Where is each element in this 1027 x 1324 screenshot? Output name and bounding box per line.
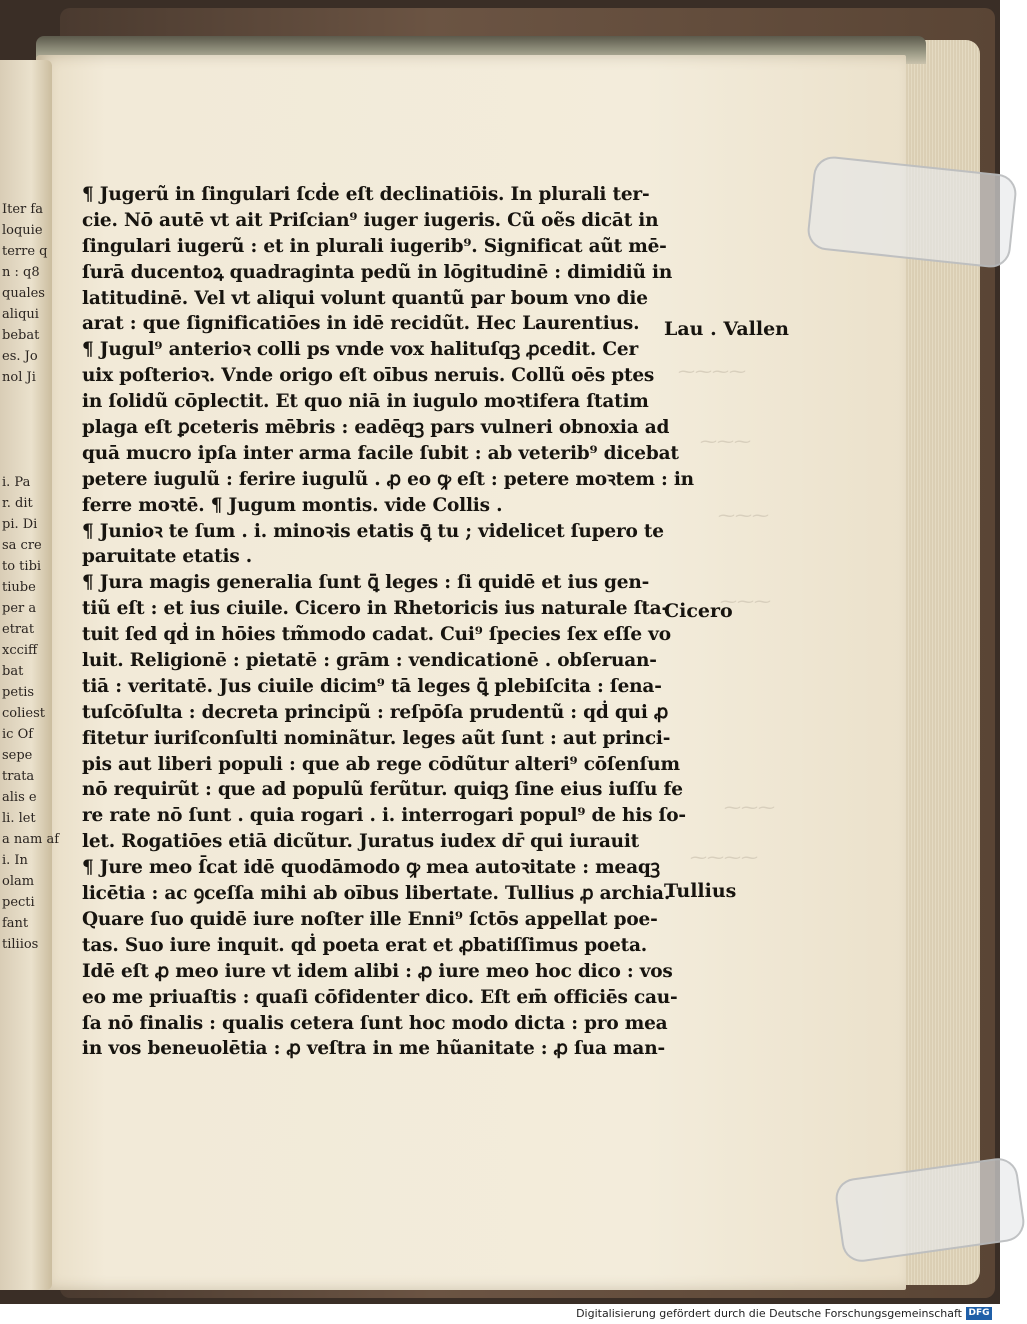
text-line: quā mucro ipſa inter arma facile ſubit : ab veterib⁹ dicebat bbox=[82, 442, 679, 464]
text-line: tuſcōſulta : decreta principũ : reſpōſa prudentũ : qḋ qui ꝓ bbox=[82, 701, 669, 723]
show-through-mark: ⁓⁓⁓ bbox=[724, 798, 775, 818]
left-page-text-fragment: fant bbox=[2, 916, 29, 931]
left-page-text-fragment: i. Pa bbox=[2, 475, 31, 490]
text-line: ¶ Jugul⁹ anterioꝛ colli ps vnde vox halituſqꝫ ꝓcedit. Cer bbox=[82, 339, 639, 361]
left-page-text-fragment: aliqui bbox=[2, 307, 39, 322]
left-page-text-fragment: bat bbox=[2, 664, 24, 679]
text-line: ¶ Jure meo ſ̄cat idē quodāmodo ꝙ mea autoꝛitate : meaqꝫ bbox=[82, 857, 660, 879]
text-line: luit. Religionē : pietatē : grām : vendicationē . obſeruan- bbox=[82, 650, 657, 672]
left-page-text-fragment: r. dit bbox=[2, 496, 33, 511]
footer-bar bbox=[0, 1304, 1000, 1324]
left-page-text-fragment: etrat bbox=[2, 622, 35, 637]
show-through-mark: ⁓⁓⁓⁓ bbox=[678, 362, 746, 382]
show-through-mark: ⁓⁓⁓ bbox=[718, 506, 769, 526]
text-line: ¶ Jugerũ in ſingulari ſcḋe eſt declinatiōis. In plurali ter- bbox=[82, 184, 650, 205]
left-page-text-fragment: quales bbox=[2, 286, 45, 301]
left-page-text-fragment: bebat bbox=[2, 328, 40, 343]
margin-note-cicero: Cicero bbox=[664, 600, 733, 622]
text-line: licētia : ac ꝯceſſa mihi ab oībus libertate. Tullius ꝓ archia. bbox=[82, 883, 671, 905]
text-line: ferre moꝛtē. ¶ Jugum montis. vide Collis . bbox=[82, 494, 503, 516]
show-through-mark: ⁓⁓⁓ bbox=[700, 432, 751, 452]
text-line: Quare ſuo quidē iure noſter ille Enni⁹ ſctōs appellat poe- bbox=[82, 908, 658, 930]
left-page-text-fragment: to tibi bbox=[2, 559, 42, 574]
text-line: fitetur iuriſconſulti nominãtur. leges aũt ſunt : aut princi- bbox=[82, 727, 671, 749]
margin-note-tullius: Tullius bbox=[664, 880, 737, 902]
left-page-text-fragment: per a bbox=[2, 601, 37, 616]
text-line: in vos beneuolētia : ꝓ veſtra in me hũanitate : ꝓ ſua man- bbox=[82, 1038, 665, 1060]
left-page-text-fragment: tiliios bbox=[2, 937, 39, 952]
footer-credit: Digitalisierung gefördert durch die Deutsche Forschungsgemeinschaft bbox=[576, 1307, 962, 1320]
left-page-text-fragment: terre q bbox=[2, 244, 48, 259]
text-line: paruitate etatis . bbox=[82, 546, 253, 568]
left-page-text-fragment: tiube bbox=[2, 580, 36, 595]
left-page-text-fragment: pi. Di bbox=[2, 517, 38, 532]
text-line: nō requirũt : que ad populũ ferũtur. quiqꝫ ſine eius iuſſu fe bbox=[82, 779, 683, 801]
text-line: ¶ Jura magis generalia ſunt ꝗ̄ leges : ſi quidē et ius gen- bbox=[82, 572, 650, 594]
text-line: uix poſterioꝛ. Vnde origo eſt oībus neruis. Collũ oēs ptes bbox=[82, 365, 655, 387]
left-page-text-fragment: sepe bbox=[2, 748, 33, 763]
text-line: re rate nō ſunt . quia rogari . i. interrogari popul⁹ de his ſo- bbox=[82, 805, 686, 827]
text-line: cie. Nō autē vt ait Priſcian⁹ iuger iugeris. Cũ oẽs dicāt in bbox=[82, 209, 659, 231]
text-line: tuit ſed qḋ in hōies tm̃modo cadat. Cui⁹ ſpecies ſex eſſe vo bbox=[82, 624, 671, 646]
left-page-text-fragment: n : q8 bbox=[2, 265, 40, 280]
left-page-text-fragment: nol Ji bbox=[2, 370, 36, 385]
text-line: eo me priuaſtis : quaſi cōfidenter dico. Eſt em̄ officiēs cau- bbox=[82, 986, 678, 1008]
dfg-logo: DFG bbox=[966, 1307, 992, 1320]
left-page-text-fragment: pecti bbox=[2, 895, 35, 910]
text-line: in ſolidũ cōplectit. Et quo niā in iugulo moꝛtifera ſtatim bbox=[82, 391, 649, 413]
text-line: latitudinē. Vel vt aliqui volunt quantũ par boum vno die bbox=[82, 287, 648, 309]
left-page-text-fragment: olam bbox=[2, 874, 35, 889]
text-line: petere iugulũ : ferire iugulũ . ꝓ eo ꝙ eſt : petere moꝛtem : in bbox=[82, 468, 694, 490]
text-line: tiũ eſt : et ius ciuile. Cicero in Rhetoricis ius naturale ſta- bbox=[82, 598, 669, 620]
left-page-text-fragment: li. let bbox=[2, 811, 36, 826]
left-page-text-fragment: sa cre bbox=[2, 538, 42, 553]
margin-note-lau-vallen: Lau . Vallen bbox=[664, 318, 789, 340]
left-page-text-fragment: alis e bbox=[2, 790, 37, 805]
text-line: ſa nō finalis : qualis cetera ſunt hoc modo dicta : pro mea bbox=[82, 1012, 668, 1034]
left-page-text-fragment: petis bbox=[2, 685, 35, 700]
text-line: let. Rogatiōes etiā dicũtur. Juratus iudex dr̄ qui iurauit bbox=[82, 831, 640, 853]
left-page-text-fragment: Iter fa bbox=[2, 202, 43, 217]
text-line: Idē eſt ꝓ meo iure vt idem alibi : ꝓ iure meo hoc dico : vos bbox=[82, 960, 673, 982]
text-line: ſurā ducentoꝝ quadraginta pedũ in lōgitudinē : dimidiũ in bbox=[82, 261, 673, 283]
text-line: plaga eſt ꝑceteris mēbris : eadēqꝫ pars vulneri obnoxia ad bbox=[82, 417, 670, 439]
main-text-column bbox=[82, 182, 694, 1062]
left-page-text-fragment: coliest bbox=[2, 706, 46, 721]
left-page-text-fragment: loquie bbox=[2, 223, 43, 238]
text-line: ſingulari iugerũ : et in plurali iugerib⁹. Significat aũt mē- bbox=[82, 235, 667, 257]
left-page-text-fragment: a nam af bbox=[2, 832, 60, 847]
show-through-mark: ⁓⁓⁓ bbox=[720, 592, 771, 612]
left-page-fragment bbox=[0, 60, 60, 1290]
show-through-mark: ⁓⁓⁓⁓ bbox=[690, 848, 758, 868]
text-line: tiā : veritatē. Jus ciuile dicim⁹ tā leges ꝗ̄ plebiſcita : ſena- bbox=[82, 675, 662, 697]
text-line: tas. Suo iure inquit. qḋ poeta erat et ꝓbatiſſimus poeta. bbox=[82, 934, 648, 956]
left-page-text-fragment: es. Jo bbox=[2, 349, 38, 364]
text-line: ¶ Junioꝛ te ſum . i. minoꝛis etatis ꝗ̄ tu ; videlicet ſupero te bbox=[82, 520, 664, 542]
left-page-text-fragment: xcciff bbox=[2, 643, 38, 658]
text-line: pis aut liberi populi : que ab rege cōdũtur alteri⁹ cōſenſum bbox=[82, 753, 680, 775]
left-page-text-fragment: ic Of bbox=[2, 727, 34, 742]
left-page-text-fragment: i. In bbox=[2, 853, 28, 868]
left-page-text-fragment: trata bbox=[2, 769, 35, 784]
text-line: arat : que ſignificatiōes in idē recidũt. Hec Laurentius. bbox=[82, 313, 640, 335]
